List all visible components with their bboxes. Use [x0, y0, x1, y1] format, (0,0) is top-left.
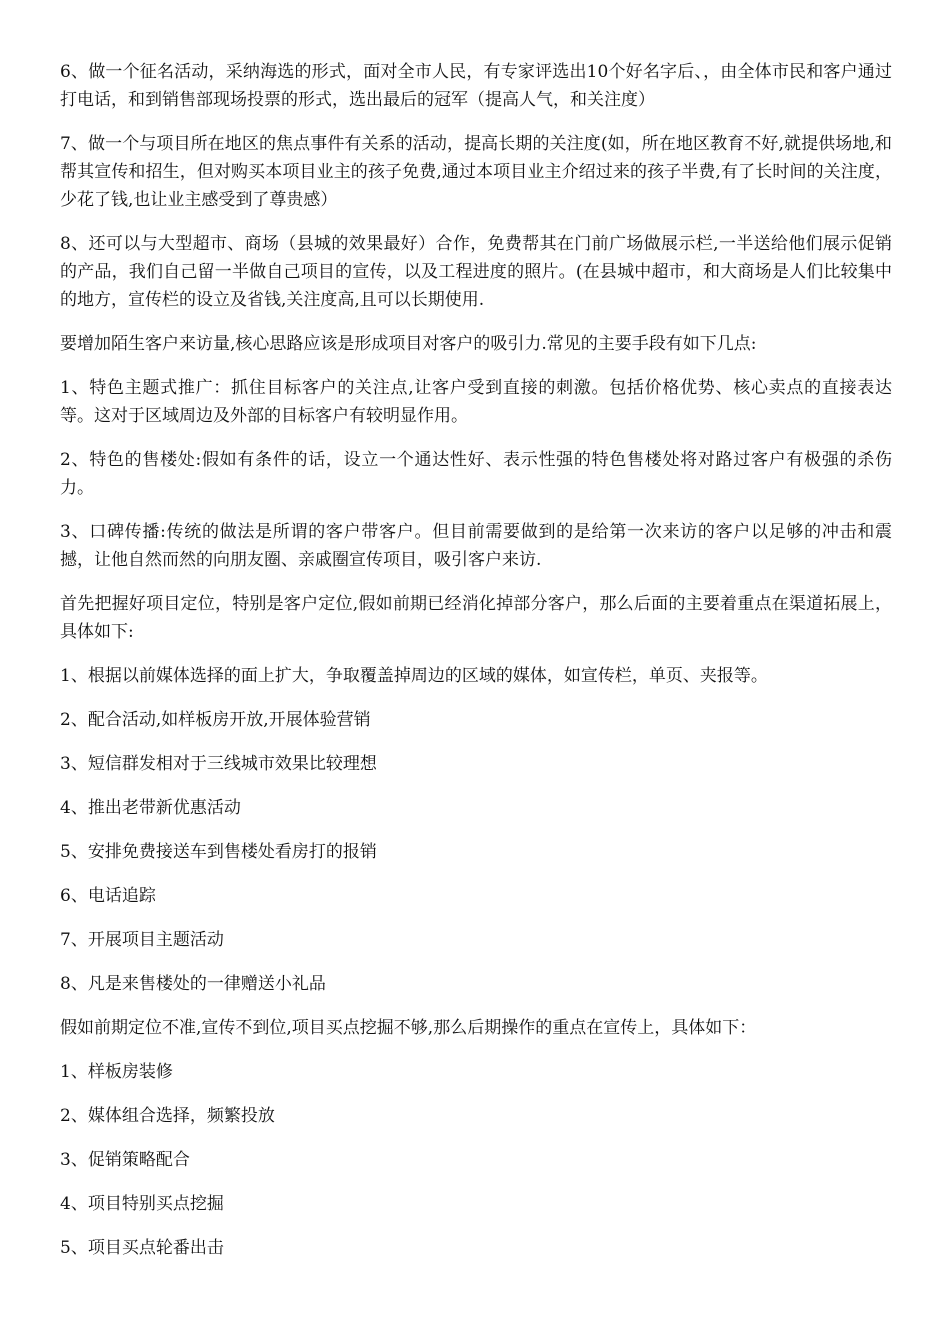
paragraph-local-event: 7、做一个与项目所在地区的焦点事件有关系的活动，提高长期的关注度(如，所在地区教育不好,就提供场地,和帮其宣传和招生，但对购买本项目业主的孩子免费,通过本项目业主介绍过来的孩子半费,有了长时间的关注度，少花了钱,也让业主感受到了尊贵感）: [60, 134, 892, 210]
list-item: 5、项目买点轮番出击: [60, 1238, 224, 1258]
paragraph-new-visitors-intro: 要增加陌生客户来访量,核心思路应该是形成项目对客户的吸引力.常见的主要手段有如下几点:: [60, 334, 757, 354]
list-item: 5、安排免费接送车到售楼处看房打的报销: [60, 842, 377, 862]
channel-expansion-list: [60, 662, 892, 998]
list-item: 1、根据以前媒体选择的面上扩大，争取覆盖掉周边的区域的媒体，如宣传栏，单页、夹报等。: [60, 666, 768, 686]
paragraph-sales-office: 2、特色的售楼处:假如有条件的话，设立一个通达性好、表示性强的特色售楼处将对路过客户有极强的杀伤力。: [60, 450, 892, 498]
list-item: 2、配合活动,如样板房开放,开展体验营销: [60, 710, 371, 730]
paragraph-word-of-mouth: 3、口碑传播:传统的做法是所谓的客户带客户。但目前需要做到的是给第一次来访的客户以足够的冲击和震撼，让他自然而然的向朋友圈、亲戚圈宣传项目，吸引客户来访.: [60, 522, 892, 570]
list-item: 3、短信群发相对于三线城市效果比较理想: [60, 754, 377, 774]
list-item: 8、凡是来售楼处的一律赠送小礼品: [60, 974, 326, 994]
list-item: 4、项目特别买点挖掘: [60, 1194, 224, 1214]
publicity-list: [60, 1058, 892, 1262]
paragraph-positioning-intro: 首先把握好项目定位，特别是客户定位,假如前期已经消化掉部分客户，那么后面的主要着重点在渠道拓展上，具体如下:: [60, 594, 892, 642]
list-item: 3、促销策略配合: [60, 1150, 190, 1170]
list-item: 6、电话追踪: [60, 886, 156, 906]
paragraph-supermarket-cooperation: 8、还可以与大型超市、商场（县城的效果最好）合作，免费帮其在门前广场做展示栏,一半送给他们展示促销的产品，我们自己留一半做自己项目的宣传，以及工程进度的照片。(在县城中超市，和大商场是人们比较集中的地方，宣传栏的设立及省钱,关注度高,且可以长期使用.: [60, 234, 892, 310]
list-item: 2、媒体组合选择，频繁投放: [60, 1106, 275, 1126]
list-item: 1、样板房装修: [60, 1062, 173, 1082]
list-item: 4、推出老带新优惠活动: [60, 798, 241, 818]
paragraph-naming-contest: 6、做一个征名活动，采纳海选的形式，面对全市人民，有专家评选出10个好名字后、，由全体市民和客户通过打电话，和到销售部现场投票的形式，选出最后的冠军（提高人气，和关注度）: [60, 62, 892, 110]
paragraph-publicity-intro: 假如前期定位不准,宣传不到位,项目买点挖掘不够,那么后期操作的重点在宣传上，具体如下：: [60, 1018, 757, 1038]
document-body: [60, 58, 892, 1278]
paragraph-theme-promotion: 1、特色主题式推广：抓住目标客户的关注点,让客户受到直接的刺激。包括价格优势、核心卖点的直接表达等。这对于区域周边及外部的目标客户有较明显作用。: [60, 378, 892, 426]
list-item: 7、开展项目主题活动: [60, 930, 224, 950]
